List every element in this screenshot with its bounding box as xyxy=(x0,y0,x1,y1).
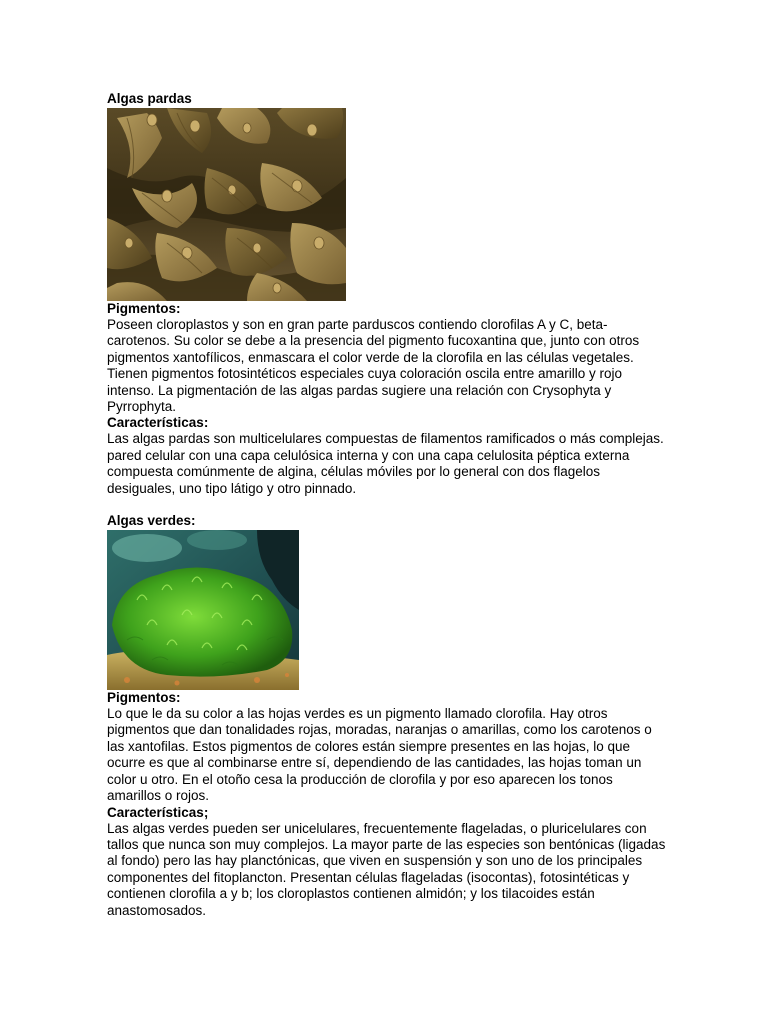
section-spacer xyxy=(107,497,667,513)
features-heading: Características: xyxy=(107,415,209,431)
section-title: Algas pardas xyxy=(107,91,192,106)
section-green-algae xyxy=(107,513,667,919)
brown-algae-photo xyxy=(107,108,346,301)
pigments-heading: Pigmentos: xyxy=(107,301,181,316)
section-title: Algas verdes: xyxy=(107,513,196,529)
pigments-text: Lo que le da su color a las hojas verdes es un pigmento llamado clorofila. Hay otros pigmentos que dan tonalidades rojas, moradas, naranjas o amarillas, como los carotenos o las xantofilas. Estos pigmentos de colores están siempre presentes en las hojas, lo que ocurre es que al combinarse entre sí, dependiendo de las cantidades, las hojas toman un color u otro. En el otoño cesa la producción de clorofila y por eso aparecen los tonos amarillos o rojos. xyxy=(107,706,652,804)
pigments-text: Poseen cloroplastos y son en gran parte parduscos contiendo clorofilas A y C, beta-carotenos. Su color se debe a la presencia del pigmento fucoxantina que, junto con otros pigmentos xantofílicos, enmascara el color verde de la clorofila en las células vegetales. Tienen pigmentos fotosintéticos especiales cuya coloración oscila entre amarillo y rojo intenso. La pigmentación de las algas pardas sugiere una relación con Crysophyta y Pyrrophyta. xyxy=(107,317,640,415)
document-page xyxy=(107,91,667,919)
green-algae-photo xyxy=(107,530,299,690)
features-text: Las algas pardas son multicelulares compuestas de filamentos ramificados o más complejas. pared celular con una capa celulósica interna y con una capa celulosita péptica externa compuesta comúnmente de algina, células móviles por lo general con dos flagelos desiguales, uno tipo látigo y otro pinnado. xyxy=(107,431,664,496)
pigments-heading: Pigmentos: xyxy=(107,690,181,706)
features-heading: Características; xyxy=(107,804,209,820)
section-brown-algae xyxy=(107,91,667,497)
features-text: Las algas verdes pueden ser unicelulares, frecuentemente flageladas, o pluricelulares con tallos que nunca son muy complejos. La mayor parte de las especies son bentónicas (ligadas al fondo) pero las hay planctónicas, que viven en suspensión y son uno de los principales componentes del fitoplancton. Presentan células flageladas (isocontas), fotosintéticas y contienen clorofila a y b; los cloroplastos contienen almidón; y los tilacoides están anastomosados. xyxy=(107,820,666,918)
